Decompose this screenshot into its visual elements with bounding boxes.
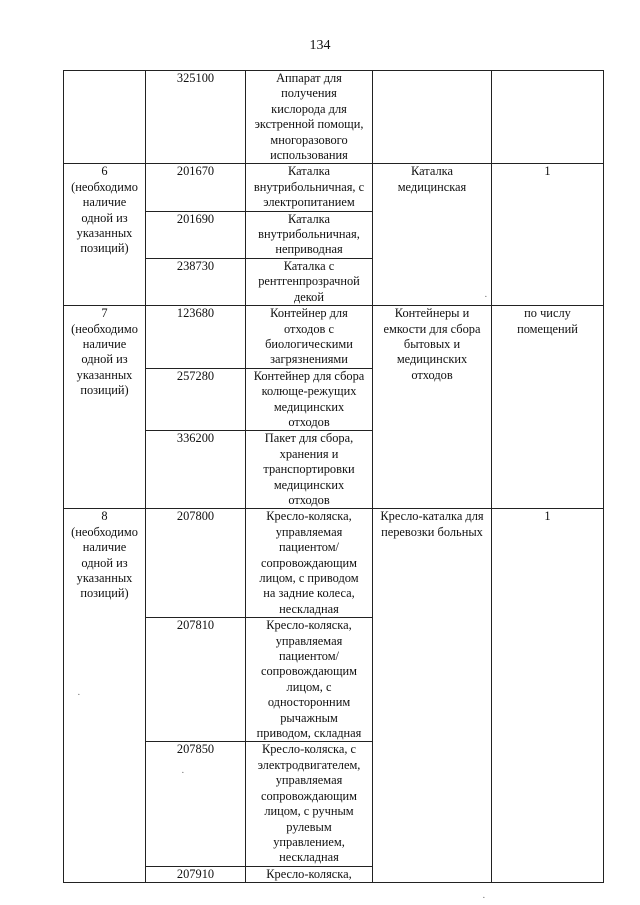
name-cell: Пакет для сбора, хранения и транспортировки медицинских отходов xyxy=(246,431,373,509)
scan-speck: · xyxy=(482,892,486,904)
table-row xyxy=(64,509,604,618)
code-cell: 207910 xyxy=(146,866,246,882)
name-cell: Кресло-коляска, управляемая пациентом/ сопровождающим лицом, с приводом на задние колеса, нескладная xyxy=(246,509,373,618)
name-cell: Аппарат для получения кислорода для экстренной помощи, многоразового использования xyxy=(246,71,373,164)
name-cell: Кресло-коляска, управляемая пациентом/ сопровождающим лицом, с односторонним рычажным приводом, складная xyxy=(246,618,373,742)
name-cell: Кресло-коляска, с электродвигателем, управляемая сопровождающим лицом, с ручным рулевым управлением, нескладная xyxy=(246,742,373,866)
code-cell: 207800 xyxy=(146,509,246,618)
code-cell: 238730 xyxy=(146,258,246,305)
position-cell: 8 (необходимо наличие одной из указанных позиций) xyxy=(64,509,146,883)
name-cell: Каталка внутрибольничная, неприводная xyxy=(246,211,373,258)
position-cell: 6 (необходимо наличие одной из указанных позиций) xyxy=(64,164,146,306)
quantity-cell: 1 xyxy=(492,164,604,306)
code-cell: 201690 xyxy=(146,211,246,258)
scan-speck: · xyxy=(77,689,81,701)
item-cell: Контейнеры и емкости для сбора бытовых и медицинских отходов xyxy=(373,306,492,509)
code-cell: 207810 xyxy=(146,618,246,742)
scan-speck: · xyxy=(484,291,488,303)
equipment-table xyxy=(63,70,604,883)
code-cell: 257280 xyxy=(146,368,246,431)
item-cell: Каталка медицинская xyxy=(373,164,492,306)
code-cell: 336200 xyxy=(146,431,246,509)
scan-speck: · xyxy=(181,767,185,779)
name-cell: Контейнер для отходов с биологическими загрязнениями xyxy=(246,306,373,369)
quantity-cell: по числу помещений xyxy=(492,306,604,509)
name-cell: Кресло-коляска, xyxy=(246,866,373,882)
table-row xyxy=(64,71,604,164)
position-cell: 7 (необходимо наличие одной из указанных позиций) xyxy=(64,306,146,509)
item-cell: Кресло-каталка для перевозки больных xyxy=(373,509,492,883)
code-cell: 325100 xyxy=(146,71,246,164)
table-row xyxy=(64,306,604,369)
table-row xyxy=(64,164,604,211)
quantity-cell xyxy=(492,71,604,164)
item-cell xyxy=(373,71,492,164)
code-cell: 201670 xyxy=(146,164,246,211)
code-cell: 207850 xyxy=(146,742,246,866)
name-cell: Каталка внутрибольничная, с электропитанием xyxy=(246,164,373,211)
code-cell: 123680 xyxy=(146,306,246,369)
position-cell xyxy=(64,71,146,164)
name-cell: Контейнер для сбора колюще-режущих медицинских отходов xyxy=(246,368,373,431)
page-number: 134 xyxy=(309,38,331,53)
quantity-cell: 1 xyxy=(492,509,604,883)
name-cell: Каталка с рентгенпрозрачной декой xyxy=(246,258,373,305)
